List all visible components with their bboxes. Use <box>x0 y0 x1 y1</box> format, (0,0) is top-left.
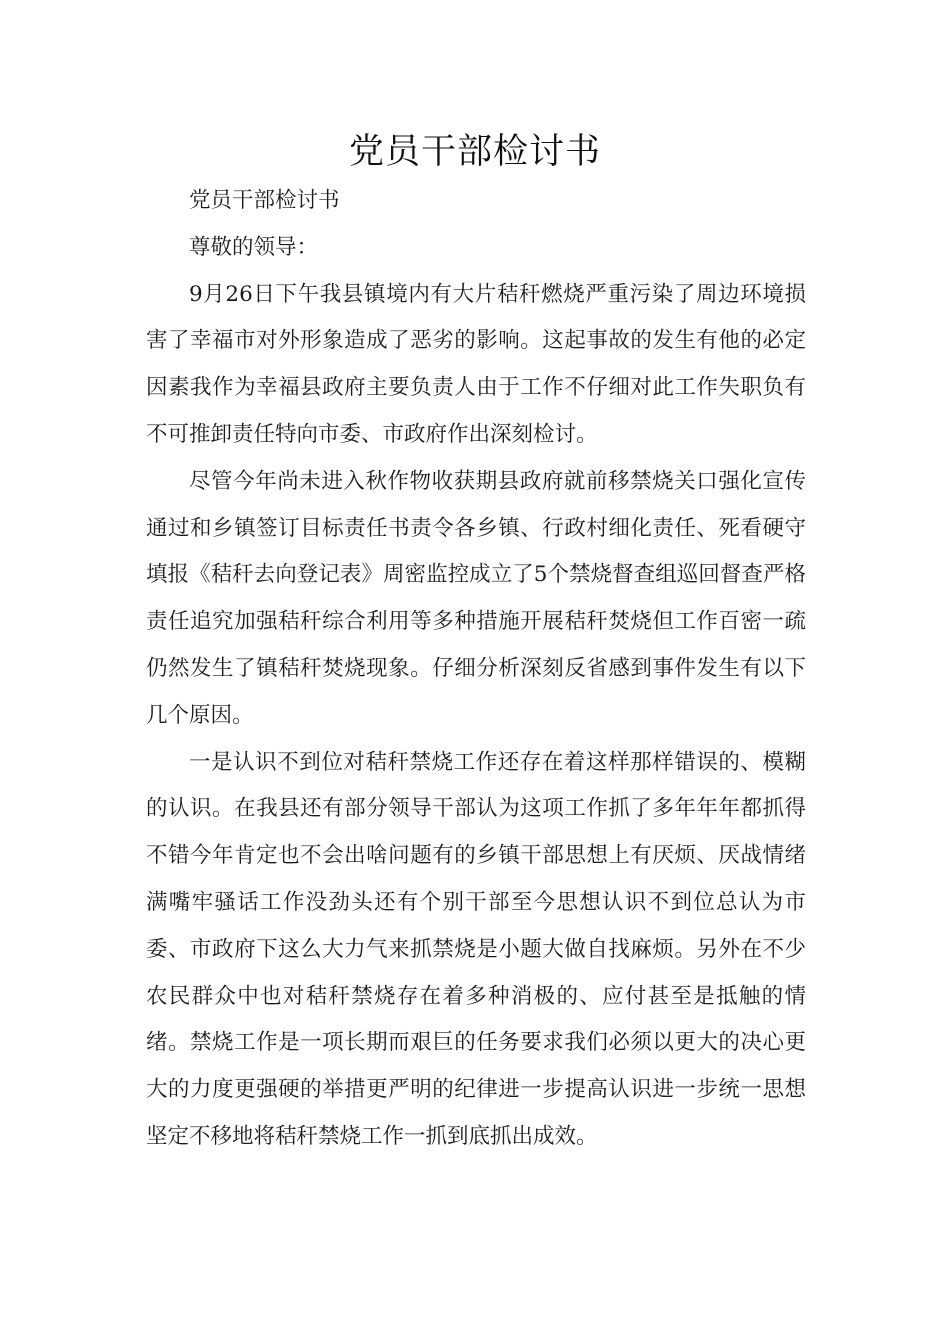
paragraph-incident: 9月26日下午我县镇境内有大片秸秆燃烧严重污染了周边环境损害了幸福市对外形象造成了恶劣的影响。这起事故的发生有他的必定因素我作为幸福县政府主要负责人由于工作不仔细对此工作失职负有不可推卸责任特向市委、市政府作出深刻检讨。 <box>146 281 806 447</box>
paragraph-measures: 尽管今年尚未进入秋作物收获期县政府就前移禁烧关口强化宣传通过和乡镇签订目标责任书责令各乡镇、行政村细化责任、死看硬守填报《秸秆去向登记表》周密监控成立了5个禁烧督查组巡回督查严格责任追究加强秸秆综合利用等多种措施开展秸秆焚烧但工作百密一疏仍然发生了镇秸秆焚烧现象。仔细分析深刻反省感到事件发生有以下几个原因。 <box>146 468 806 728</box>
document-title: 党员干部检讨书 <box>348 132 601 172</box>
paragraph-salutation: 尊敬的领导： <box>189 234 319 260</box>
paragraph-subtitle: 党员干部检讨书 <box>189 188 340 213</box>
document-body <box>146 178 806 1161</box>
paragraph-reason-one: 一是认识不到位对秸秆禁烧工作还存在着这样那样错误的、模糊的认识。在我县还有部分领导干部认为这项工作抓了多年年年都抓得不错今年肯定也不会出啥问题有的乡镇干部思想上有厌烦、厌战情绪满嘴牢骚话工作没劲头还有个别干部至今思想认识不到位总认为市委、市政府下这么大力气来抓禁烧是小题大做自找麻烦。另外在不少农民群众中也对秸秆禁烧存在着多种消极的、应付甚至是抵触的情绪。禁烧工作是一项长期而艰巨的任务要求我们必须以更大的决心更大的力度更强硬的举措更严明的纪律进一步提高认识进一步统一思想坚定不移地将秸秆禁烧工作一抓到底抓出成效。 <box>146 749 806 1149</box>
